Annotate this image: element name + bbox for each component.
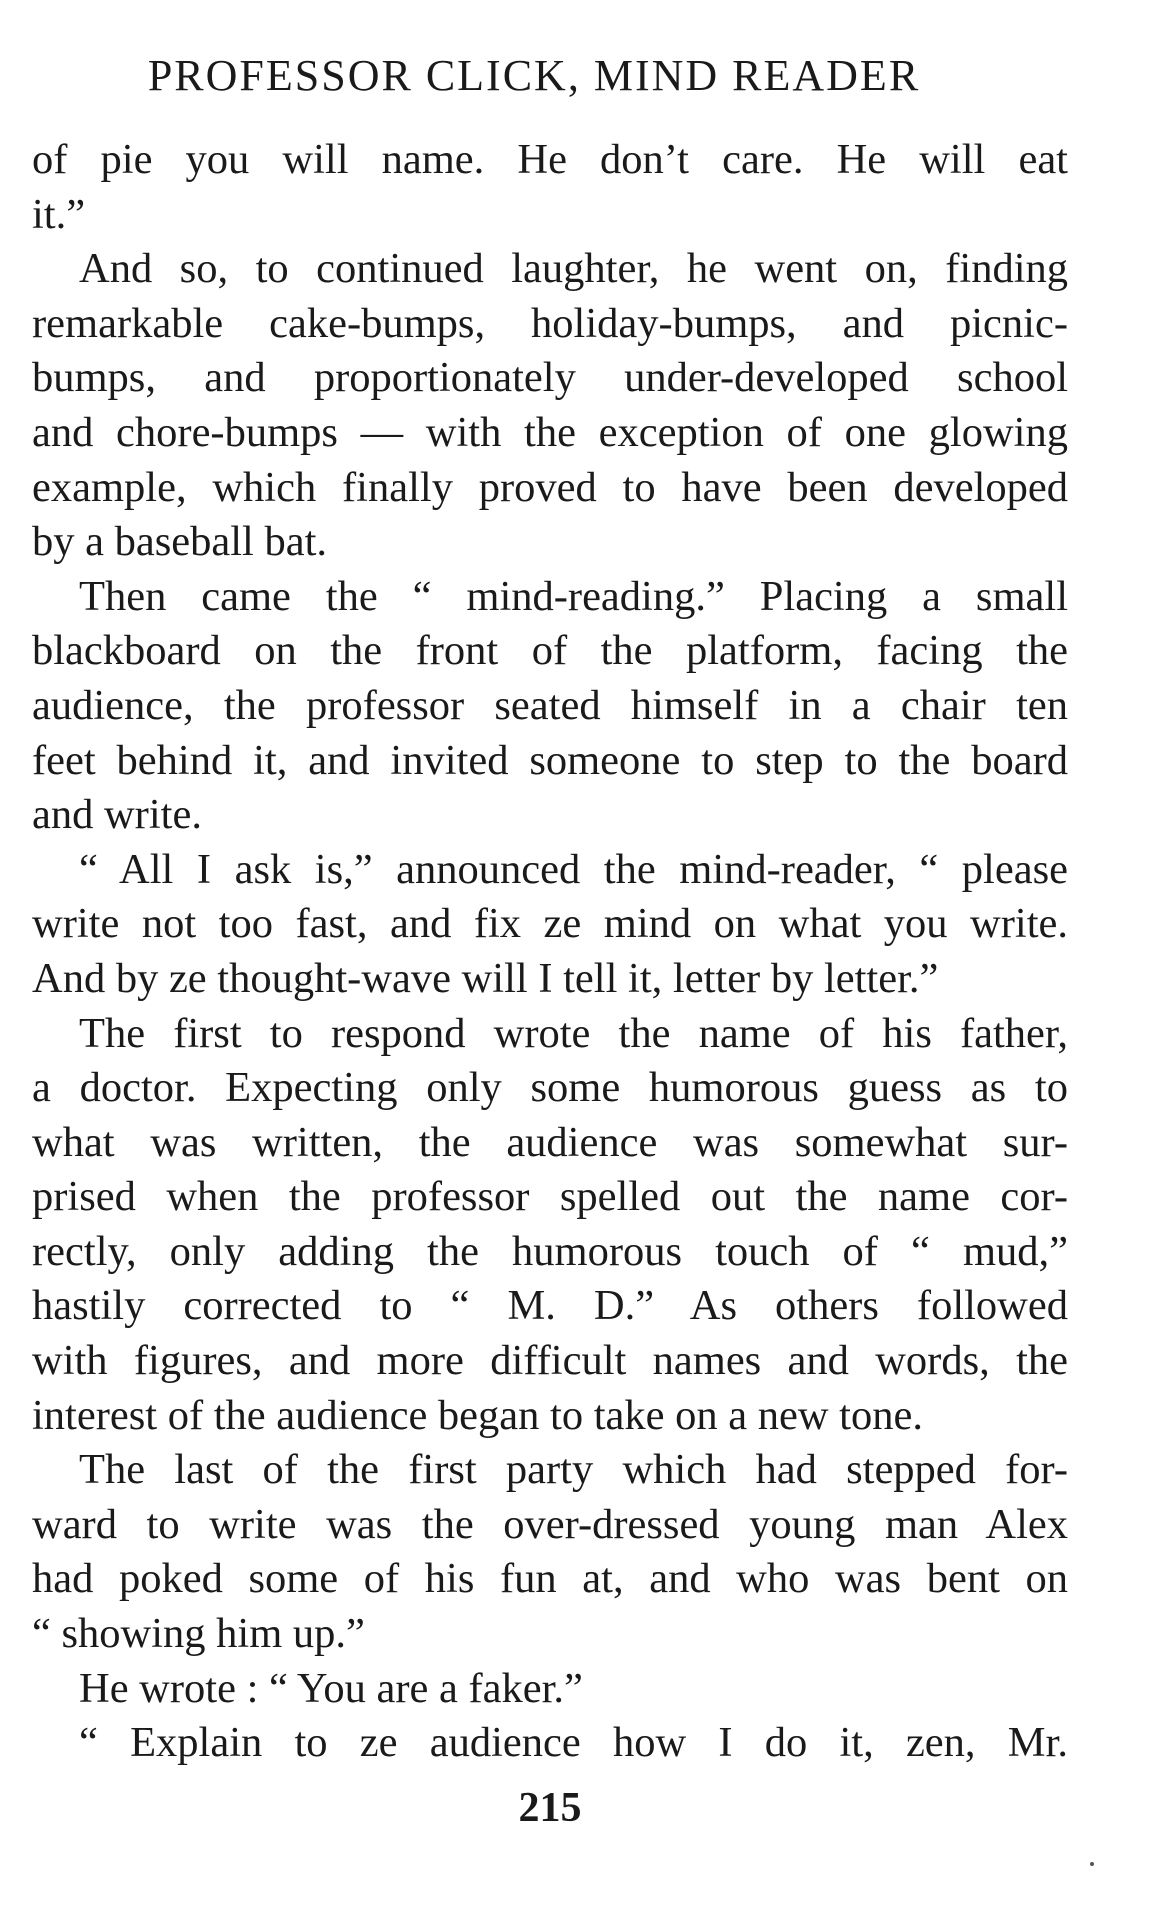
text-line: ward to write was the over-dressed young man Alex bbox=[32, 1500, 1068, 1548]
text-line: bumps, and proportionately under-developed school bbox=[32, 354, 1068, 402]
text-line: of pie you will name. He don’t care. He will eat bbox=[32, 136, 1068, 183]
text-line: remarkable cake-bumps, holiday-bumps, and picnic- bbox=[32, 299, 1068, 347]
text-line: blackboard on the front of the platform, facing the bbox=[32, 627, 1068, 675]
text-line: with figures, and more difficult names and words, the bbox=[32, 1337, 1068, 1385]
running-head: PROFESSOR CLICK, MIND READER bbox=[147, 51, 921, 100]
text-line: prised when the professor spelled out the name cor- bbox=[32, 1173, 1068, 1221]
text-line: example, which finally proved to have been developed bbox=[32, 463, 1068, 511]
text-line: and chore-bumps — with the exception of one glowing bbox=[32, 408, 1068, 456]
text-line: The last of the first party which had stepped for- bbox=[79, 1446, 1068, 1494]
text-line: write not too fast, and fix ze mind on what you write. bbox=[32, 900, 1068, 948]
text-line: feet behind it, and invited someone to step to the board bbox=[32, 736, 1068, 784]
text-line: had poked some of his fun at, and who was bent on bbox=[32, 1555, 1068, 1603]
page-number: 215 bbox=[518, 1785, 582, 1831]
text-line: The first to respond wrote the name of his father, bbox=[79, 1009, 1068, 1057]
text-line: a doctor. Expecting only some humorous guess as to bbox=[32, 1064, 1068, 1112]
text-line: and write. bbox=[32, 791, 202, 839]
text-line: rectly, only adding the humorous touch of “ mud,” bbox=[32, 1227, 1068, 1275]
text-line: And so, to continued laughter, he went on, finding bbox=[79, 245, 1068, 293]
text-line: audience, the professor seated himself in a chair ten bbox=[32, 681, 1068, 729]
body-text bbox=[32, 133, 1068, 1771]
text-line: by a baseball bat. bbox=[32, 518, 328, 566]
text-line: interest of the audience began to take on a new tone. bbox=[32, 1391, 923, 1439]
text-line: “ All I ask is,” announced the mind-reader, “ please bbox=[79, 845, 1068, 893]
text-line: it.” bbox=[32, 190, 86, 238]
text-line: “ showing him up.” bbox=[32, 1610, 365, 1658]
text-line: He wrote : “ You are a faker.” bbox=[79, 1664, 583, 1712]
text-line: Then came the “ mind-reading.” Placing a small bbox=[79, 572, 1068, 620]
print-speck bbox=[1090, 1862, 1094, 1866]
text-line: “ Explain to ze audience how I do it, zen, Mr. bbox=[79, 1719, 1068, 1767]
text-line: And by ze thought-wave will I tell it, letter by letter.” bbox=[32, 954, 939, 1002]
text-line: what was written, the audience was somewhat sur- bbox=[32, 1118, 1068, 1166]
text-line: hastily corrected to “ M. D.” As others followed bbox=[32, 1282, 1068, 1330]
